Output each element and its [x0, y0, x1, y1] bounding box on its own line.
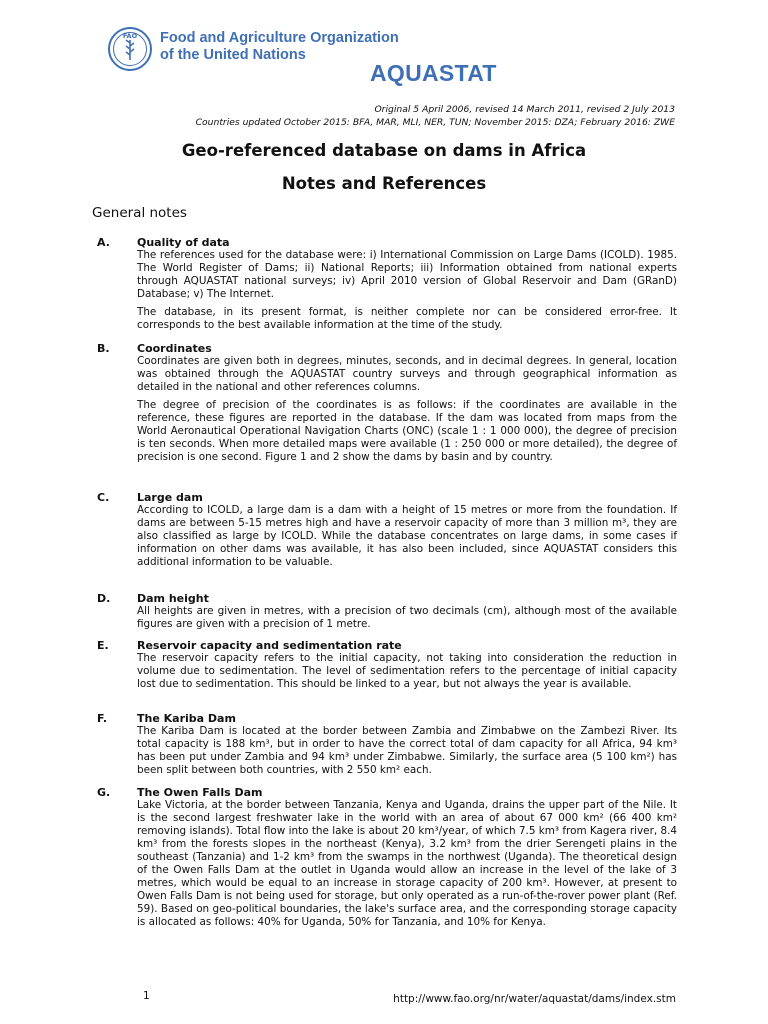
item-heading: Reservoir capacity and sedimentation rate	[137, 639, 402, 652]
item-paragraph: The Kariba Dam is located at the border between Zambia and Zimbabwe on the Zambezi River. Its total capacity is 188 km³, but in order to have the correct total of dam capacity for all Africa, 94 km³ has been put under Zambia and 94 km³ under Zimbabwe. Similarly, the surface area (5 100 km²) has been split between both countries, with 2 550 km² each.	[137, 725, 677, 776]
item-heading: The Kariba Dam	[137, 712, 236, 725]
item-letter: C.	[97, 491, 110, 504]
org-name-line2: of the United Nations	[160, 47, 306, 63]
item-heading: Dam height	[137, 592, 209, 605]
item-heading: Large dam	[137, 491, 203, 504]
section-title: General notes	[92, 205, 187, 221]
item-letter: D.	[97, 592, 111, 605]
item-letter: G.	[97, 786, 111, 799]
fao-logo	[107, 26, 153, 72]
item-heading: The Owen Falls Dam	[137, 786, 263, 799]
logo-text: FAO	[122, 32, 138, 40]
page-number: 1	[143, 990, 150, 1002]
item-letter: B.	[97, 342, 110, 355]
footer-url-link[interactable]: http://www.fao.org/nr/water/aquastat/dams/index.stm	[393, 993, 676, 1005]
item-paragraph: Coordinates are given both in degrees, minutes, seconds, and in decimal degrees. In general, location was obtained through the AQUASTAT country surveys and through geographical information as detailed in the national and other references columns.	[137, 355, 677, 393]
brand-title: AQUASTAT	[370, 60, 497, 86]
item-paragraph: The database, in its present format, is neither complete nor can be considered error-free. It corresponds to the best available information at the time of the study.	[137, 306, 677, 331]
countries-updated-note: Countries updated October 2015: BFA, MAR, MLI, NER, TUN; November 2015: DZA; February 2016: ZWE	[195, 117, 675, 128]
item-letter: E.	[97, 639, 109, 652]
item-paragraph: The references used for the database were: i) International Commission on Large Dams (ICOLD). 1985. The World Register of Dams; ii) National Reports; iii) Information obtained from national experts through AQUASTAT national surveys; iv) April 2010 version of Global Reservoir and Dam (GRanD) Database; v) The Internet.	[137, 249, 677, 300]
item-heading: Quality of data	[137, 236, 230, 249]
page-title: Geo-referenced database on dams in Africa	[181, 141, 587, 160]
item-paragraph: According to ICOLD, a large dam is a dam with a height of 15 metres or more from the foundation. If dams are between 5-15 metres high and have a reservoir capacity of more than 3 million m³, they are also classified as large by ICOLD. While the database concentrates on large dams, in some cases if information on other dams was available, it has also been included, since AQUASTAT considers this additional information to be valuable.	[137, 504, 677, 568]
item-paragraph: The reservoir capacity refers to the initial capacity, not taking into consideration the reduction in volume due to sedimentation. The level of sedimentation refers to the percentage of initial capacity lost due to sedimentation. This should be linked to a year, but not always the year is available.	[137, 652, 677, 690]
item-letter: A.	[97, 236, 110, 249]
page-subtitle: Notes and References	[281, 174, 487, 193]
item-letter: F.	[97, 712, 108, 725]
revision-note: Original 5 April 2006, revised 14 March 2011, revised 2 July 2013	[374, 104, 675, 115]
item-paragraph: Lake Victoria, at the border between Tanzania, Kenya and Uganda, drains the upper part of the Nile. It is the second largest freshwater lake in the world with an area of about 67 000 km² (66 400 km² removing islands). Total flow into the lake is about 20 km³/year, of which 7.5 km³ from Kagera river, 8.4 km³ from the forests slopes in the northeast (Kenya), 3.2 km³ from the drier Serengeti plains in the southeast (Tanzania) and 1-2 km³ from the swamps in the northwest (Uganda). The theoretical design of the Owen Falls Dam at the outlet in Uganda would allow an increase in the level of the lake of 3 metres, which would be equal to an increase in storage capacity of 200 km³. However, at present to Owen Falls Dam is not being used for storage, but only operated as a run-of-the-rover power plant (Ref. 59). Based on geo-political boundaries, the lake's surface area, and the corresponding storage capacity is allocated as follows: 40% for Uganda, 50% for Tanzania, and 10% for Kenya.	[137, 799, 677, 928]
item-paragraph: All heights are given in metres, with a precision of two decimals (cm), although most of the available figures are given with a precision of 1 metre.	[137, 605, 677, 630]
item-heading: Coordinates	[137, 342, 212, 355]
org-name-line1: Food and Agriculture Organization	[160, 30, 399, 46]
item-paragraph: The degree of precision of the coordinates is as follows: if the coordinates are available in the reference, these figures are reported in the database. If the dam was located from maps from the World Aeronautical Operational Navigation Charts (ONC) (scale 1 : 1 000 000), the degree of precision is ten seconds. When more detailed maps were available (1 : 250 000 or more detailed), the degree of precision is one second. Figure 1 and 2 show the dams by basin and by country.	[137, 399, 677, 463]
org-name	[160, 30, 399, 64]
